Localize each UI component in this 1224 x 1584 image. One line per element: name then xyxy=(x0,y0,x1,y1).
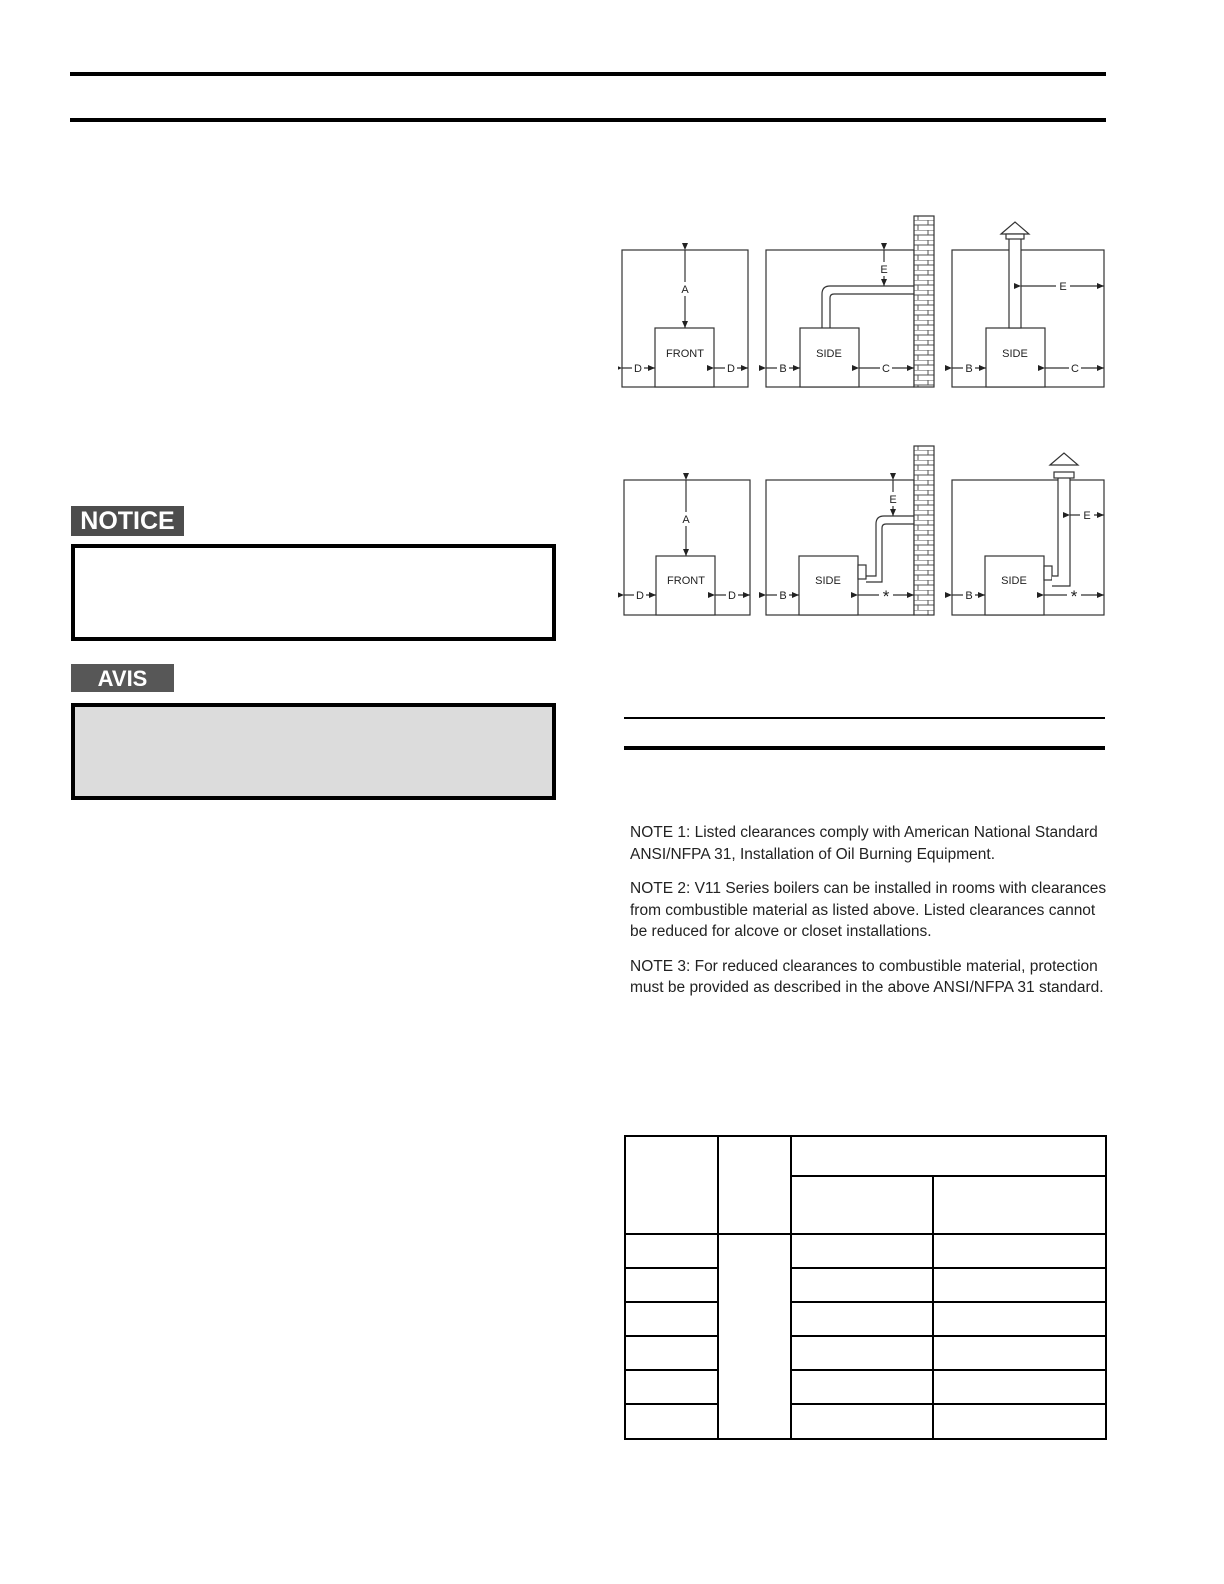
chimney-cap-2 xyxy=(1050,453,1078,465)
note-1: NOTE 1: Listed clearances comply with American National Standard ANSI/NFPA 31, Installation of Oil Burning Equipment. xyxy=(630,824,1098,863)
table-cell xyxy=(791,1370,933,1404)
label-b-4: B xyxy=(965,590,973,602)
header-rule-top xyxy=(70,72,1106,76)
clearance-notes xyxy=(622,822,1108,1077)
table-cell xyxy=(933,1404,1106,1439)
label-side-1: SIDE xyxy=(816,348,842,360)
label-front-2: FRONT xyxy=(667,575,705,587)
table-row xyxy=(625,1268,1106,1302)
label-star-2: * xyxy=(1070,587,1078,606)
label-b-3: B xyxy=(779,590,787,602)
label-d-4: D xyxy=(728,590,736,602)
label-d-2: D xyxy=(727,363,735,375)
brick-wall-2 xyxy=(914,446,934,615)
section-rule-bottom xyxy=(624,746,1105,750)
table-cell xyxy=(791,1268,933,1302)
label-side-3: SIDE xyxy=(815,575,841,587)
clearance-diagrams xyxy=(618,210,1108,620)
table-header-cell xyxy=(625,1136,718,1234)
label-c-1: C xyxy=(882,363,890,375)
avis-badge: AVIS xyxy=(71,664,174,692)
table-header-cell xyxy=(791,1136,1106,1176)
table-cell xyxy=(625,1234,718,1268)
section-rule-top xyxy=(624,717,1105,719)
table-cell xyxy=(933,1370,1106,1404)
table-cell xyxy=(791,1404,933,1439)
clearance-table xyxy=(624,1135,1107,1440)
table-cell xyxy=(791,1302,933,1336)
notice-box xyxy=(71,544,556,641)
label-side-2: SIDE xyxy=(1002,348,1028,360)
label-d-1: D xyxy=(634,363,642,375)
label-e-4: E xyxy=(1083,510,1091,522)
table-header-cell xyxy=(718,1136,791,1234)
notice-badge: NOTICE xyxy=(71,506,184,536)
table-cell xyxy=(933,1302,1106,1336)
label-a-2: A xyxy=(682,514,690,526)
label-d-3: D xyxy=(636,590,644,602)
table-row xyxy=(625,1302,1106,1336)
diagram-row-1 xyxy=(622,216,1104,387)
table-cell xyxy=(933,1234,1106,1268)
label-b-1: B xyxy=(779,363,787,375)
table-row xyxy=(625,1336,1106,1370)
note-2: NOTE 2: V11 Series boilers can be installed in rooms with clearances from combustible material as listed above. Listed clearances cannot be reduced for alcove or closet installations. xyxy=(630,880,1107,940)
note-3: NOTE 3: For reduced clearances to combustible material, protection must be provided as described in the above ANSI/NFPA 31 standard. xyxy=(630,957,1104,996)
table-cell xyxy=(718,1234,791,1439)
table-row xyxy=(625,1404,1106,1439)
diagram-row-2 xyxy=(624,446,1104,615)
header-rule-bottom xyxy=(70,118,1106,122)
label-star-1: * xyxy=(882,587,890,606)
label-e-3: E xyxy=(889,494,897,506)
label-c-2: C xyxy=(1071,363,1079,375)
table-subheader-cell xyxy=(791,1176,933,1234)
table-row xyxy=(625,1234,1106,1268)
table-cell xyxy=(933,1268,1106,1302)
label-a-1: A xyxy=(681,284,689,296)
table-cell xyxy=(625,1370,718,1404)
table-cell xyxy=(791,1234,933,1268)
avis-box xyxy=(71,703,556,800)
label-b-2: B xyxy=(965,363,973,375)
table-cell xyxy=(625,1404,718,1439)
table-cell xyxy=(933,1336,1106,1370)
table-cell xyxy=(625,1336,718,1370)
label-e-1: E xyxy=(880,264,888,276)
table-cell xyxy=(791,1336,933,1370)
label-front-1: FRONT xyxy=(666,348,704,360)
table-cell xyxy=(625,1268,718,1302)
brick-wall-1 xyxy=(914,216,934,387)
table-cell xyxy=(625,1302,718,1336)
label-side-4: SIDE xyxy=(1001,575,1027,587)
label-e-2: E xyxy=(1059,281,1067,293)
chimney-cap-1 xyxy=(1001,222,1029,234)
table-subheader-cell xyxy=(933,1176,1106,1234)
table-row xyxy=(625,1370,1106,1404)
